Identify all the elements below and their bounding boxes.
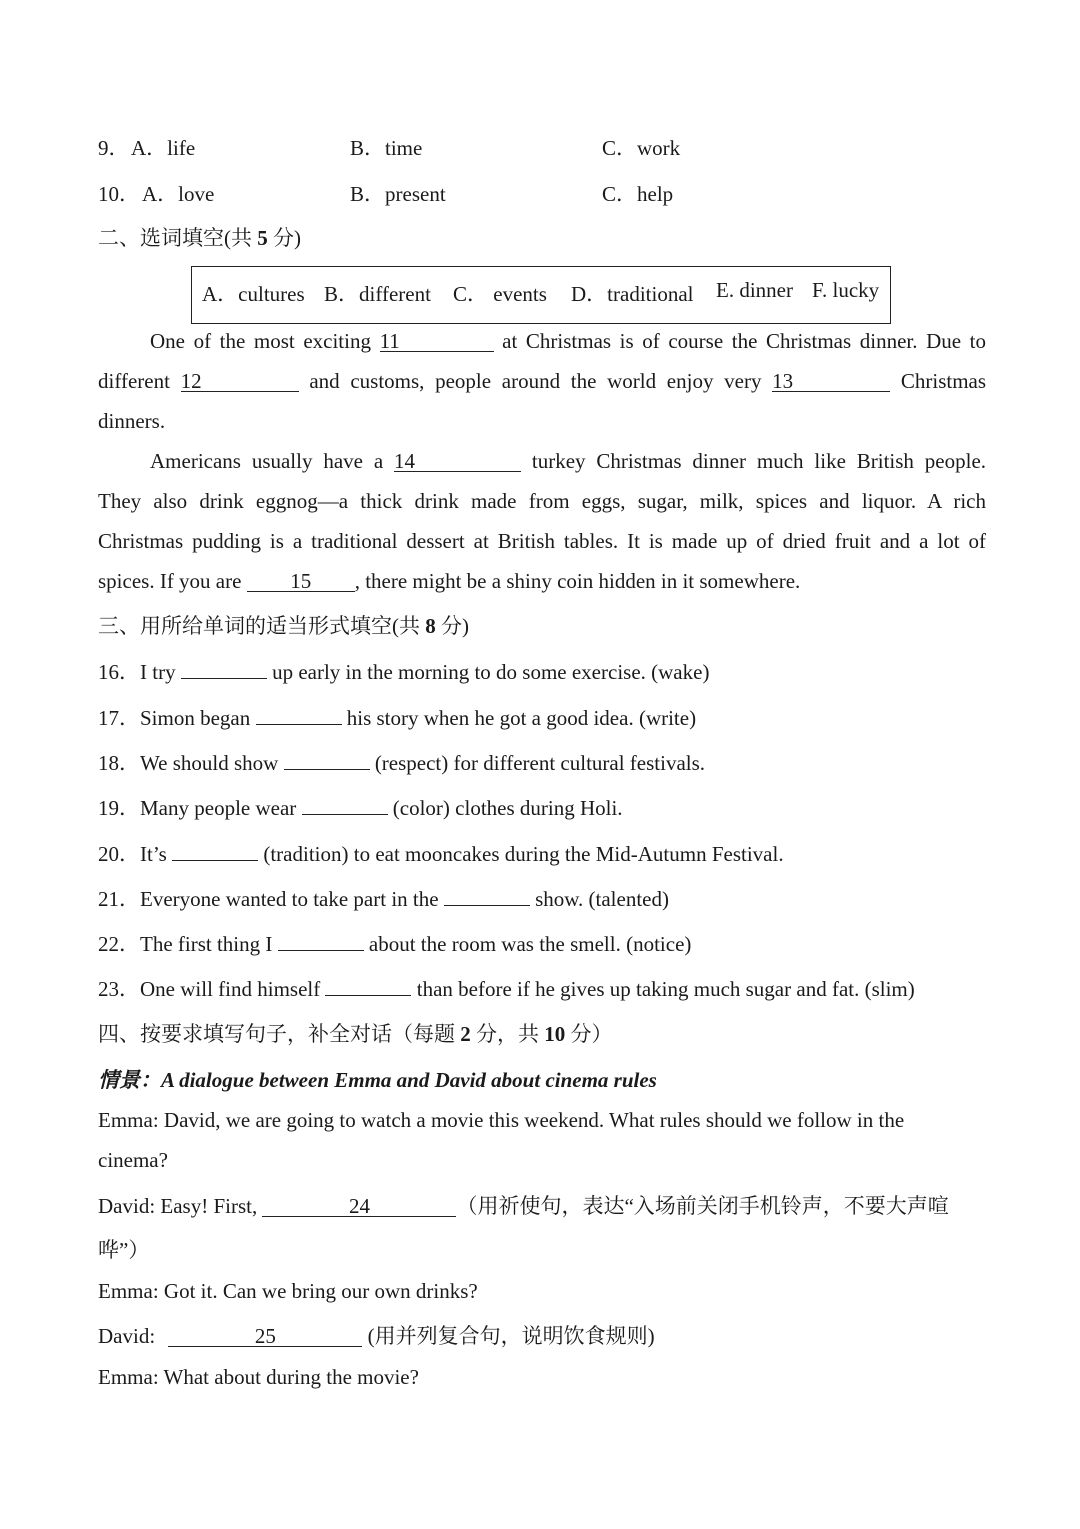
heading-text: 二、选词填空(共 (98, 226, 258, 250)
word-option: D．traditional (571, 282, 694, 306)
item-text: One will find himself (140, 977, 321, 1001)
blank-14[interactable]: 14 (394, 451, 521, 472)
word-option: F. lucky (812, 278, 880, 302)
heading-text: 四、按要求填写句子，补全对话（每题 (98, 1022, 461, 1046)
passage-line (98, 369, 986, 394)
passage-text: Christmas (900, 369, 987, 393)
heading-points: 8 (425, 614, 436, 638)
scene-description: 情景：A dialogue between Emma and David about cinema rules (98, 1068, 657, 1092)
heading-text: 分) (267, 226, 301, 250)
mc-option-a: A．love (142, 182, 215, 206)
item-number: 17． (98, 706, 140, 730)
answer-blank[interactable] (284, 769, 370, 770)
item-number: 22． (98, 932, 140, 956)
passage-line: dinners. (98, 409, 166, 433)
mc-option-c: C．help (602, 182, 674, 206)
passage-text: at Christmas is of course the Christmas dinner. Due to (502, 329, 986, 353)
fill-item-21 (98, 883, 669, 913)
item-text: (respect) for different cultural festivals. (374, 751, 706, 775)
passage-line (98, 329, 986, 354)
heading-text: 三、用所给单词的适当形式填空(共 (98, 614, 426, 638)
item-text: up early in the morning to do some exercise. (wake) (272, 660, 710, 684)
item-text: (tradition) to eat mooncakes during the Mid-Autumn Festival. (263, 842, 784, 866)
passage-text: different (98, 369, 170, 393)
passage-text: and customs, people around the world enjoy very (309, 369, 762, 393)
mc-number: 10． (98, 182, 140, 206)
item-number: 19． (98, 796, 140, 820)
passage-line (98, 569, 800, 594)
item-number: 21． (98, 887, 140, 911)
section-2-heading (98, 222, 301, 252)
dialogue-line: Emma: What about during the movie? (98, 1365, 419, 1389)
fill-item-18 (98, 747, 705, 777)
heading-points: 5 (257, 226, 268, 250)
item-text: Everyone wanted to take part in the (140, 887, 439, 911)
blank-15[interactable]: 15 (247, 571, 355, 592)
item-number: 23． (98, 977, 140, 1001)
word-bank-box (191, 266, 891, 324)
item-text: The first thing I (140, 932, 273, 956)
item-number: 18． (98, 751, 140, 775)
passage-text: Americans usually have a (150, 449, 384, 473)
word-option: E. dinner (716, 278, 793, 302)
word-option: C． events (453, 282, 547, 306)
blank-24[interactable]: 24 (262, 1196, 456, 1217)
item-number: 20． (98, 842, 140, 866)
passage-text: turkey Christmas dinner much like British people. (531, 449, 987, 473)
passage-line: Christmas pudding is a traditional dessert at British tables. It is made up of dried fruit and a lot of (98, 529, 986, 553)
item-text: I try (140, 660, 176, 684)
answer-blank[interactable] (325, 995, 411, 996)
answer-blank[interactable] (181, 678, 267, 679)
heading-text: 分） (565, 1022, 613, 1046)
blank-11[interactable]: 11 (380, 331, 494, 352)
dialogue-instruction: （用祈使句，表达“入场前关闭手机铃声，不要大声喧 (456, 1194, 949, 1218)
answer-blank[interactable] (256, 724, 342, 725)
item-text: We should show (140, 751, 279, 775)
answer-blank[interactable] (172, 860, 258, 861)
dialogue-line: Emma: David, we are going to watch a movie this weekend. What rules should we follow in the (98, 1108, 905, 1132)
blank-12[interactable]: 12 (181, 371, 299, 392)
item-text: than before if he gives up taking much sugar and fat. (slim) (416, 977, 915, 1001)
dialogue-instruction: 哗”） (98, 1238, 150, 1262)
item-text: show. (talented) (535, 887, 669, 911)
item-text: It’s (140, 842, 167, 866)
passage-line: They also drink eggnog—a thick drink made from eggs, sugar, milk, spices and liquor. A rich (98, 489, 986, 513)
fill-item-16 (98, 656, 709, 686)
fill-item-19 (98, 792, 623, 822)
mc-option-c: C．work (602, 136, 681, 160)
dialogue-instruction: (用并列复合句，说明饮食规则) (367, 1324, 655, 1348)
dialogue-line: cinema? (98, 1148, 168, 1172)
blank-25[interactable]: 25 (168, 1326, 362, 1347)
heading-text: 分) (435, 614, 469, 638)
item-number: 16． (98, 660, 140, 684)
heading-text: 分，共 (470, 1022, 545, 1046)
item-text: (color) clothes during Holi. (392, 796, 623, 820)
passage-text: One of the most exciting (150, 329, 371, 353)
item-text: Simon began (140, 706, 251, 730)
dialogue-line: Emma: Got it. Can we bring our own drinks? (98, 1279, 478, 1303)
fill-item-17 (98, 702, 696, 732)
item-text: his story when he got a good idea. (write) (346, 706, 697, 730)
section-4-heading (98, 1018, 613, 1048)
word-option: A．cultures (202, 282, 305, 306)
mc-option-b: B．time (350, 136, 423, 160)
answer-blank[interactable] (302, 814, 388, 815)
fill-item-22 (98, 928, 691, 958)
dialogue-text: David: Easy! First, (98, 1194, 258, 1218)
heading-points: 10 (544, 1022, 566, 1046)
answer-blank[interactable] (278, 950, 364, 951)
dialogue-line (98, 1320, 655, 1350)
section-3-heading (98, 610, 469, 640)
passage-text: , there might be a shiny coin hidden in it somewhere. (354, 569, 801, 593)
word-option: B．different (324, 282, 431, 306)
mc-option-b: B．present (350, 182, 446, 206)
mc-number: 9． (98, 136, 130, 160)
heading-points: 2 (460, 1022, 471, 1046)
dialogue-line (98, 1190, 949, 1220)
fill-item-20 (98, 838, 784, 868)
fill-item-23 (98, 973, 915, 1003)
item-text: Many people wear (140, 796, 297, 820)
mc-option-a: A．life (131, 136, 196, 160)
passage-text: spices. If you are (98, 569, 242, 593)
answer-blank[interactable] (444, 905, 530, 906)
dialogue-text: David: (98, 1324, 156, 1348)
item-text: about the room was the smell. (notice) (368, 932, 692, 956)
passage-line (98, 449, 986, 474)
blank-13[interactable]: 13 (772, 371, 890, 392)
